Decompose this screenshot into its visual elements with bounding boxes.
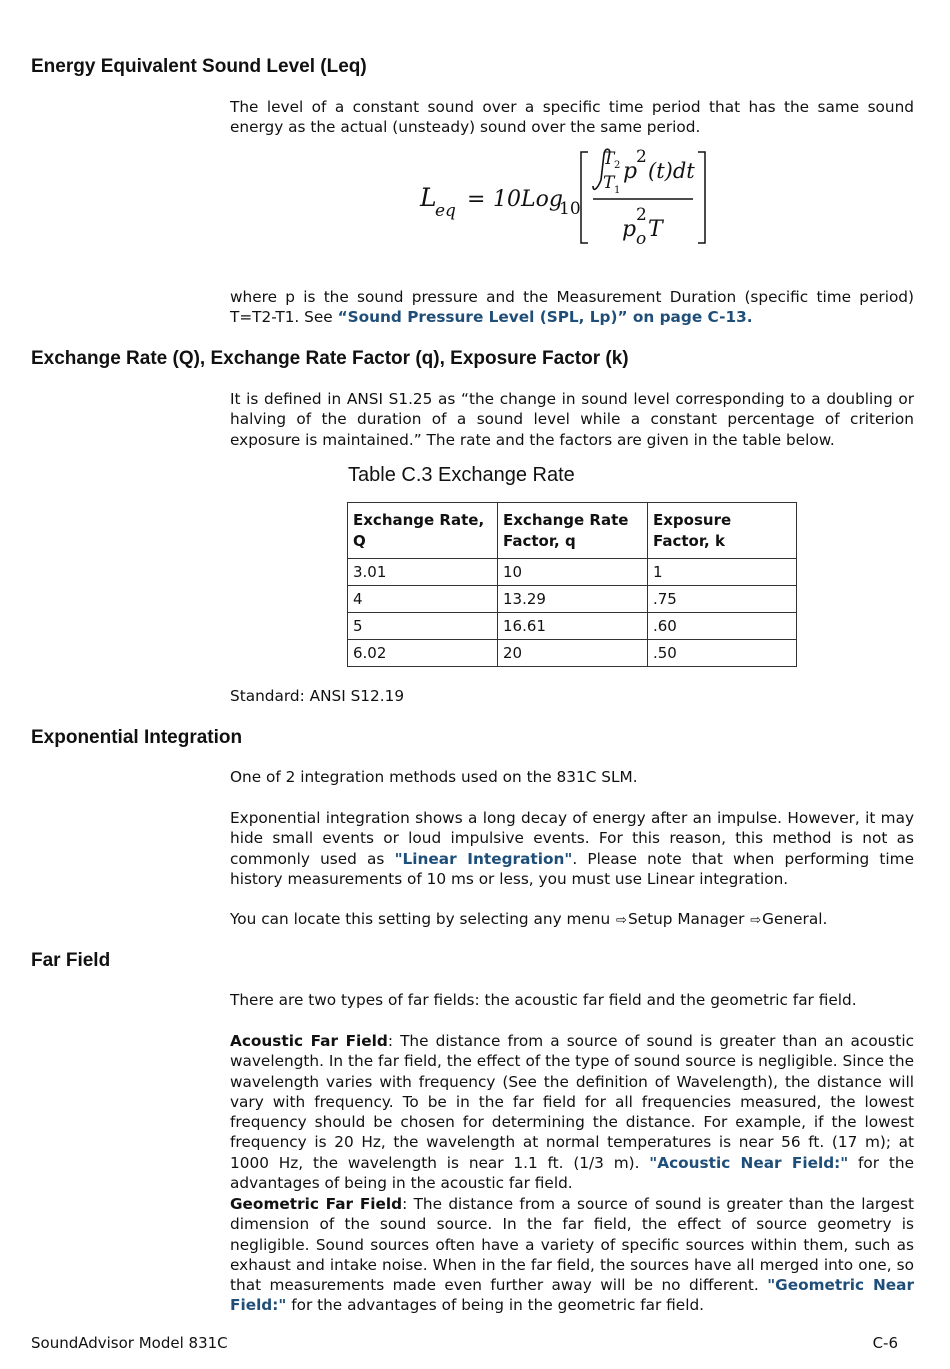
formula-equals: = [467, 187, 486, 212]
formula-numerator: p [623, 159, 638, 184]
table-cell: 4 [348, 586, 498, 613]
formula-den-sub: o [636, 229, 647, 248]
formula-lhs-sub: eq [435, 201, 456, 221]
standard-note: Standard: ANSI S12.19 [230, 687, 405, 705]
table-row [348, 640, 797, 667]
exponential-p2: Exponential integration shows a long decay of energy after an impulse. However, it may hide small events or loud impulsive events. For this reason, this method is not as commonly used as "Linear Integration". Please note that when performing time history measurements of 10 ms or less, you must use Linear integration. [230, 809, 914, 888]
leq-where: where p is the sound pressure and the Measurement Duration (specific time period) T=T2-T1. See “Sound Pressure Level (SPL, Lp)” on page C-13. [230, 288, 914, 327]
leq-intro: The level of a constant sound over a specific time period that has the same sound energy as the actual (unsteady) sound over the same period. [230, 98, 914, 137]
formula-num-rest: (t)dt [648, 159, 695, 183]
acoustic-far-field-label: Acoustic Far Field [230, 1032, 388, 1050]
formula-den-rest: T [648, 217, 663, 242]
left-bracket [581, 152, 588, 243]
table-header: Exposure Factor, k [648, 503, 797, 559]
formula-lhs: L [420, 183, 437, 212]
formula-denominator: p [622, 217, 637, 242]
table-cell: 3.01 [348, 559, 498, 586]
table-cell: 1 [648, 559, 797, 586]
table-cell: 10 [498, 559, 648, 586]
table-cell: .50 [648, 640, 797, 667]
table-cell: 5 [348, 613, 498, 640]
table-header: Exchange Rate, Q [348, 503, 498, 559]
table-cell: 16.61 [498, 613, 648, 640]
right-bracket [698, 152, 705, 243]
formula-coef: 10Log [493, 187, 563, 212]
table-cell: 20 [498, 640, 648, 667]
page-number: C-6 [872, 1334, 898, 1352]
heading-far-field: Far Field [31, 950, 111, 971]
table-cell: .75 [648, 586, 797, 613]
exchange-rate-table [347, 502, 797, 667]
link-linear-integration[interactable]: "Linear Integration" [394, 849, 573, 868]
table-cell: 6.02 [348, 640, 498, 667]
heading-leq: Energy Equivalent Sound Level (Leq) [31, 56, 367, 77]
formula-int-lower-sub: 1 [614, 185, 621, 196]
formula-num-exp: 2 [636, 147, 647, 167]
formula-log-base: 10 [559, 199, 581, 219]
menu-arrow-icon: ⇨ [750, 913, 762, 928]
link-spl[interactable]: “Sound Pressure Level (SPL, Lp)” on page C-13. [337, 308, 753, 327]
geometric-far-field-label: Geometric Far Field [230, 1195, 403, 1213]
farfield-geometric: Geometric Far Field: The distance from a source of sound is greater than the largest dimension of the sound source. In the far field, the effect of source geometry is negligible. Sound sources often have a variety of specific sources within them, such as exhaust and intake noise. When in the far field, the sources have all merged into one, so that measurements made even further away will be no different. "Geometric Near Field:" for the advantages of being in the geometric far field. [230, 1195, 914, 1315]
table-cell: 13.29 [498, 586, 648, 613]
formula-int-lower: T [603, 173, 615, 193]
footer-title: SoundAdvisor Model 831C [31, 1334, 228, 1352]
formula-int-upper: T [603, 149, 615, 169]
farfield-acoustic: Acoustic Far Field: The distance from a source of sound is greater than an acoustic wavelength. In the far field, the effect of the type of sound source is negligible. Since the wavelength varies with frequency (See the definition of Wavelength), the distance will vary with frequency. To be in the far field for all frequencies measured, the lowest frequency should be chosen for determining the distance. For example, if the lowest frequency is 20 Hz, the wavelength at normal temperatures is near 56 ft. (17 m); at 1000 Hz, the wavelength is near 1.1 ft. (1/3 m). "Acoustic Near Field:" for the advantages of being in the acoustic far field. [230, 1032, 915, 1193]
menu-arrow-icon: ⇨ [616, 913, 627, 928]
table-row [348, 586, 797, 613]
formula-int-upper-sub: 2 [614, 160, 621, 171]
leq-formula [415, 146, 715, 248]
formula-den-exp: 2 [636, 205, 647, 225]
heading-exchange-rate: Exchange Rate (Q), Exchange Rate Factor (q), Exposure Factor (k) [31, 348, 629, 369]
exchange-intro: It is defined in ANSI S1.25 as “the change in sound level corresponding to a doubling or halving of the duration of a sound level while a constant percentage of criterion exposure is maintained.” The rate and the factors are given in the table below. [230, 390, 914, 449]
heading-exponential-integration: Exponential Integration [31, 727, 243, 748]
exponential-p1: One of 2 integration methods used on the 831C SLM. [230, 768, 638, 786]
farfield-p1: There are two types of far fields: the acoustic far field and the geometric far field. [230, 991, 857, 1009]
table-row [348, 559, 797, 586]
table-cell: .60 [648, 613, 797, 640]
exponential-p3: You can locate this setting by selecting any menu ⇨Setup Manager ⇨General. [230, 909, 914, 931]
table-caption: Table C.3 Exchange Rate [348, 464, 575, 486]
table-row [348, 613, 797, 640]
table-header: Exchange Rate Factor, q [498, 503, 648, 559]
link-geometric-near-field[interactable]: "Geometric Near Field:" [230, 1276, 914, 1315]
link-acoustic-near-field[interactable]: "Acoustic Near Field:" [649, 1153, 849, 1172]
